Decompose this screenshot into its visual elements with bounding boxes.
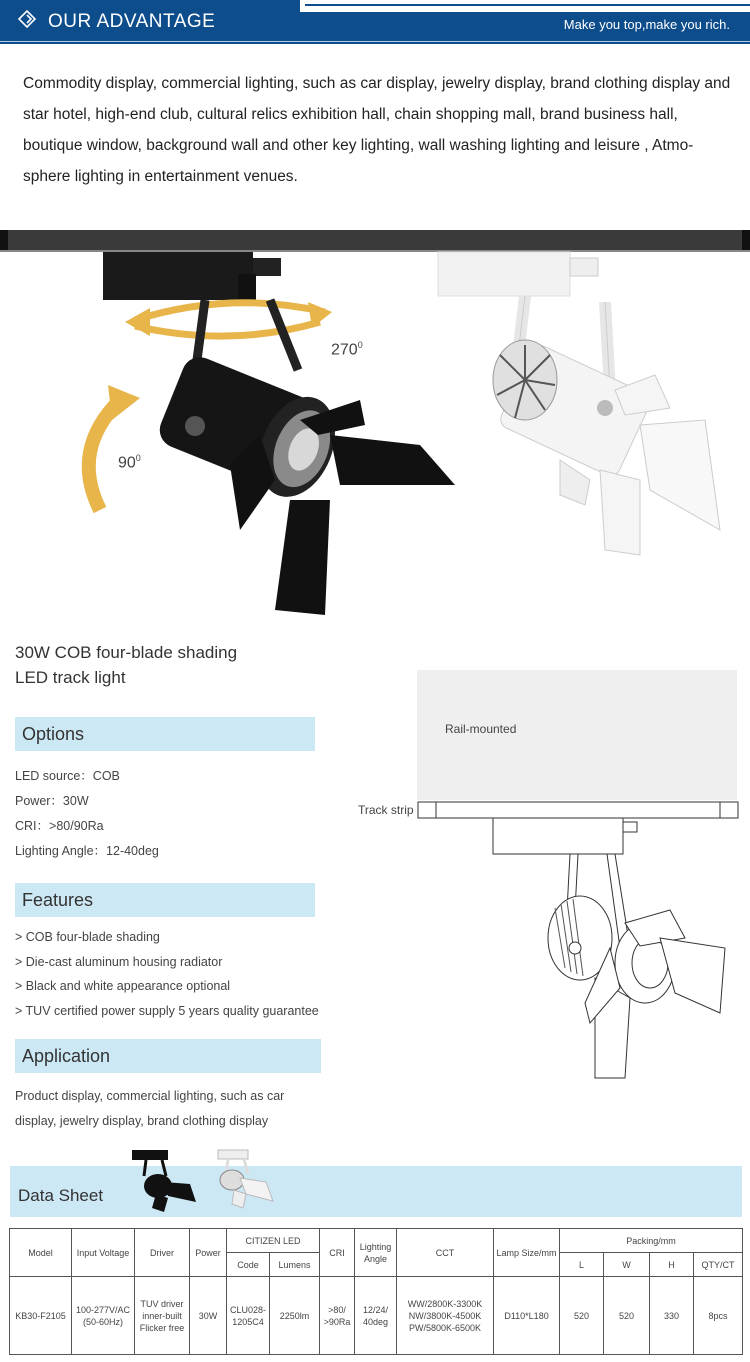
header-model: Model bbox=[10, 1229, 72, 1277]
header-power: Power bbox=[190, 1229, 227, 1277]
datasheet-title: Data Sheet bbox=[18, 1186, 104, 1205]
datasheet-heading-bar bbox=[10, 1166, 742, 1217]
rotation-90-label: $90^0$ bbox=[118, 453, 141, 472]
feature-item: > COB four-blade shading bbox=[15, 930, 160, 944]
options-heading: Options bbox=[22, 724, 85, 744]
datasheet-table bbox=[9, 1228, 743, 1355]
cell-cri: >80/ >90Ra bbox=[320, 1277, 355, 1355]
header-driver: Driver bbox=[135, 1229, 190, 1277]
header-h: H bbox=[650, 1253, 694, 1277]
header-cut bbox=[300, 0, 750, 12]
header-lumens: Lumens bbox=[270, 1253, 320, 1277]
diamond-icon bbox=[18, 10, 36, 34]
header-qty: QTY/CT bbox=[694, 1253, 743, 1277]
cell-w: 520 bbox=[604, 1277, 650, 1355]
spec-item: CRI：>80/90Ra bbox=[15, 819, 104, 833]
application-heading: Application bbox=[22, 1046, 111, 1066]
header-angle: Lighting Angle bbox=[355, 1229, 397, 1277]
features-heading-bar bbox=[15, 883, 315, 917]
header-underline bbox=[0, 41, 750, 42]
header-top-line bbox=[305, 4, 750, 6]
rail-mounted-label: Rail-mounted bbox=[445, 722, 517, 736]
cell-lumens: 2250lm bbox=[270, 1277, 320, 1355]
product-title: 30W COB four-blade shading LED track light bbox=[15, 643, 238, 687]
cell-cct: WW/2800K-3300K NW/3800K-4500K PW/5800K-6500K bbox=[397, 1277, 494, 1355]
header-lamp: Lamp Size/mm bbox=[494, 1229, 560, 1277]
header-title-text: OUR ADVANTAGE bbox=[48, 11, 216, 32]
datasheet-thumbnails bbox=[128, 1146, 288, 1216]
application-text: Product display, commercial lighting, such as car display, jewelry display, brand clothing display bbox=[15, 1089, 285, 1128]
options-heading-bar bbox=[15, 717, 315, 751]
cell-model: KB30-F2105 bbox=[10, 1277, 72, 1355]
feature-item: > TUV certified power supply 5 years quality guarantee bbox=[15, 1004, 319, 1018]
header-code: Code bbox=[227, 1253, 270, 1277]
track-strip-label: Track strip bbox=[358, 803, 414, 817]
cell-power: 30W bbox=[190, 1277, 227, 1355]
header-input: Input Voltage bbox=[72, 1229, 135, 1277]
product-photo bbox=[0, 230, 750, 620]
cell-qty: 8pcs bbox=[694, 1277, 743, 1355]
cell-h: 330 bbox=[650, 1277, 694, 1355]
feature-item: > Die-cast aluminum housing radiator bbox=[15, 955, 223, 969]
header-cct: CCT bbox=[397, 1229, 494, 1277]
header-citizen: CITIZEN LED bbox=[227, 1229, 320, 1253]
header-packing: Packing/mm bbox=[560, 1229, 743, 1253]
mounting-diagram bbox=[415, 798, 745, 1088]
cell-angle: 12/24/ 40deg bbox=[355, 1277, 397, 1355]
features-heading: Features bbox=[22, 890, 94, 910]
cell-lamp: D110*L180 bbox=[494, 1277, 560, 1355]
intro-paragraph: Commodity display, commercial lighting, such as car display, jewelry display, brand clothing display and star hotel, high-end club, cultural relics exhibition hall, chain shopping mall, brand business hall, boutique window, background wall and other key lighting, wall washing lighting and leisure , Atmo-sphere lighting in entertainment venues. bbox=[23, 75, 731, 185]
cell-input: 100-277V/AC (50-60Hz) bbox=[72, 1277, 135, 1355]
spec-item: Power：30W bbox=[15, 794, 89, 808]
header-l: L bbox=[560, 1253, 604, 1277]
table-row bbox=[10, 1277, 743, 1355]
cell-code: CLU028-1205C4 bbox=[227, 1277, 270, 1355]
rotation-270-label: $270^0$ bbox=[331, 340, 363, 359]
header-w: W bbox=[604, 1253, 650, 1277]
header-title bbox=[18, 10, 215, 34]
header-cri: CRI bbox=[320, 1229, 355, 1277]
header-slogan: Make you top,make you rich. bbox=[563, 17, 730, 32]
spec-item: Lighting Angle：12-40deg bbox=[15, 844, 159, 858]
spec-item: LED source：COB bbox=[15, 769, 120, 783]
application-heading-bar bbox=[15, 1039, 321, 1073]
feature-item: > Black and white appearance optional bbox=[15, 979, 231, 993]
cell-driver: TUV driver inner-built Flicker free bbox=[135, 1277, 190, 1355]
cell-l: 520 bbox=[560, 1277, 604, 1355]
